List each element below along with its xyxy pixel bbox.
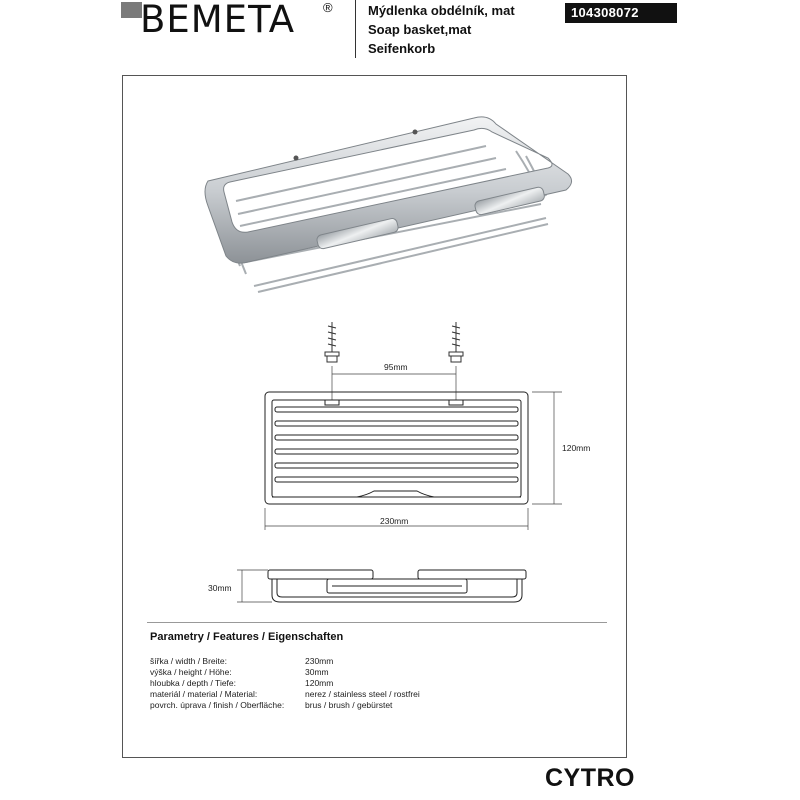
param-value: brus / brush / gebürstet [305,700,393,710]
mount-hole-right [413,130,418,135]
params-title: Parametry / Features / Eigenschaften [150,631,344,643]
param-label: materiál / material / Material: [150,689,258,699]
param-value: 120mm [305,678,334,688]
depth-label: 120mm [562,443,591,453]
screw-right [449,322,463,362]
width-label: 230mm [380,516,409,526]
header-divider [355,0,356,58]
height-label: 30mm [208,583,232,593]
top-view [265,392,528,504]
brand-logo-mark [121,2,142,18]
hole-spacing-label: 95mm [384,362,408,372]
param-value: 30mm [305,667,329,677]
height-dimension [237,570,272,602]
param-label: hloubka / depth / Tiefe: [150,678,237,688]
registered-mark: ® [323,0,333,15]
brand-logo: BEMETA [140,0,296,41]
product-photo [196,106,581,306]
mount-hole-left [294,156,299,161]
header [0,0,800,66]
param-value: 230mm [305,656,334,666]
param-value: nerez / stainless steel / rostfrei [305,689,420,699]
depth-dimension [532,392,562,504]
params-divider [147,622,607,623]
param-label: výška / height / Höhe: [150,667,232,677]
title-en: Soap basket,mat [368,22,472,37]
param-label: povrch. úprava / finish / Oberfläche: [150,700,285,710]
title-de: Seifenkorb [368,41,436,56]
screw-left [325,322,339,362]
side-view [268,570,526,602]
technical-drawing [122,310,627,615]
basket-rim [205,117,572,263]
product-line-name: CYTRO [545,764,635,792]
product-code-badge: 104308072 [565,3,677,23]
param-label: šířka / width / Breite: [150,656,227,666]
title-cz: Mýdlenka obdélník, mat [368,3,515,18]
